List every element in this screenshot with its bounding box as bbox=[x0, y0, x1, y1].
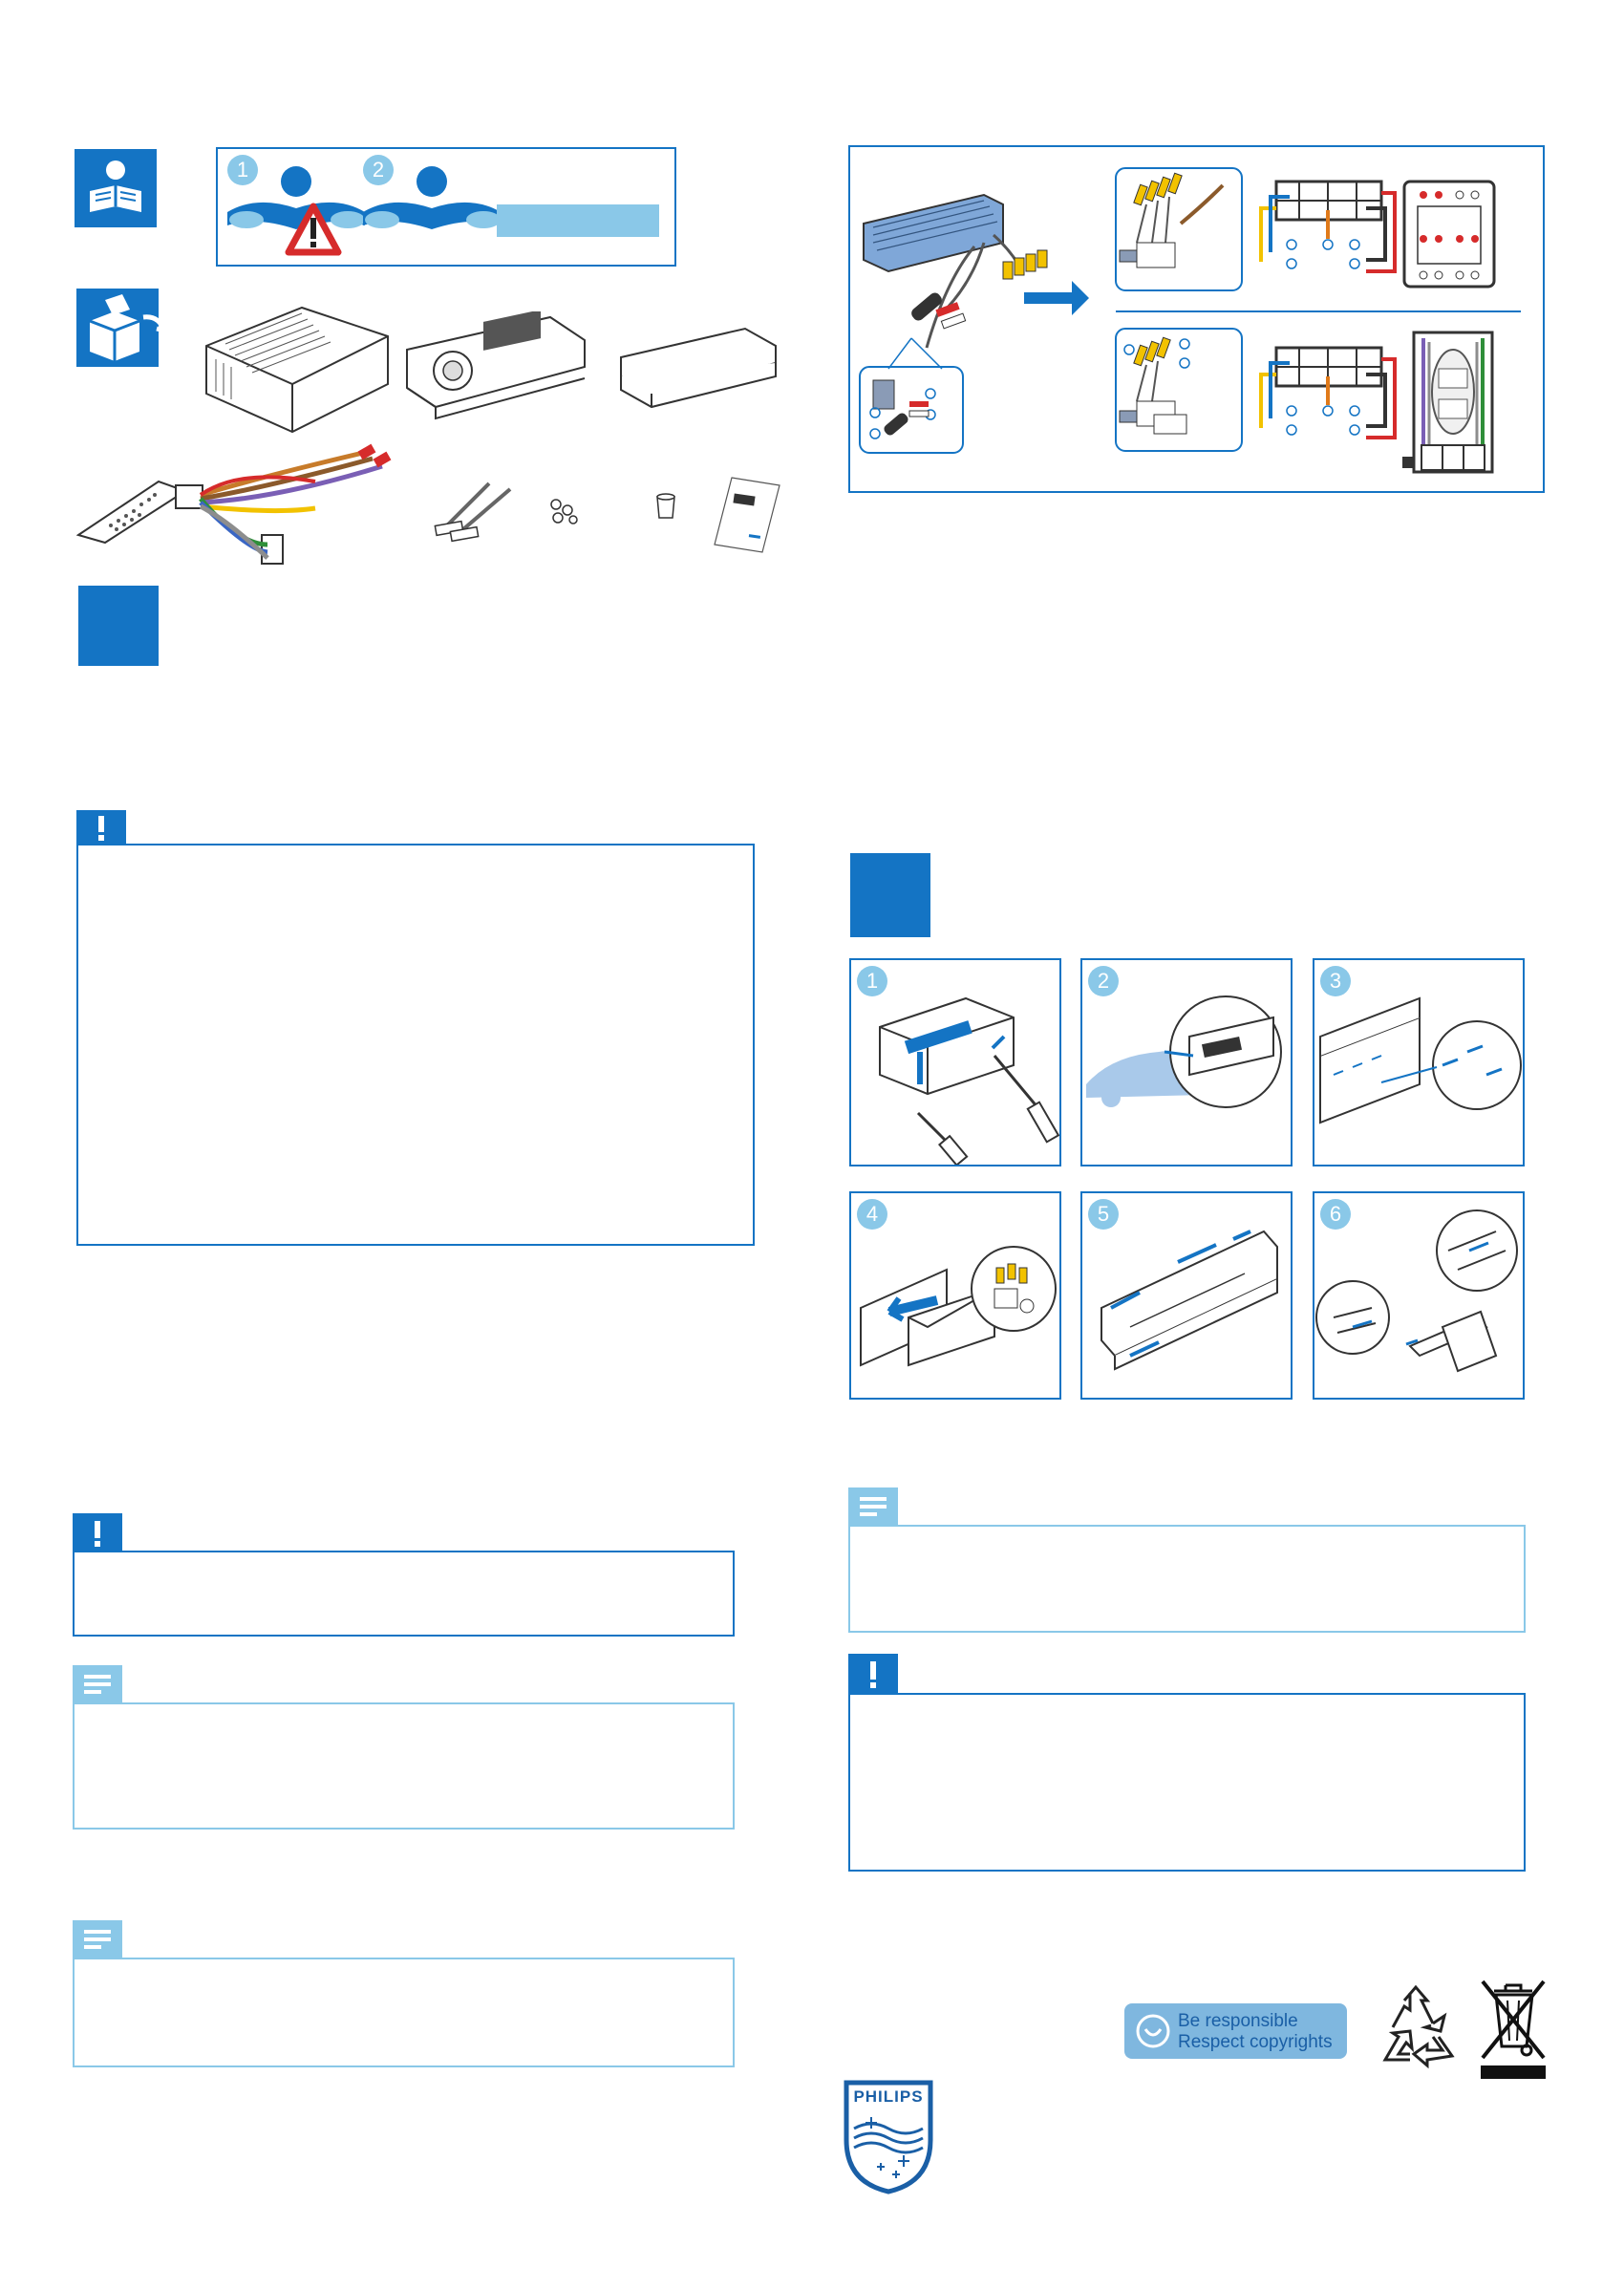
recycle-icon bbox=[1372, 1983, 1460, 2071]
removal-keys-drawing bbox=[432, 468, 527, 545]
respect-copyrights-badge bbox=[1124, 2003, 1347, 2059]
install-step-3-badge: 3 bbox=[1320, 966, 1351, 996]
caution-tab-1 bbox=[76, 810, 126, 845]
note-tab-1 bbox=[73, 1665, 122, 1703]
note-tab-3 bbox=[848, 1487, 898, 1526]
install-step-panel-5 bbox=[1080, 1191, 1293, 1400]
caution-tab-2 bbox=[73, 1513, 122, 1552]
caution-tab-3 bbox=[848, 1654, 898, 1694]
rubber-cushion-drawing bbox=[652, 491, 680, 525]
respect-line-2: Respect copyrights bbox=[1178, 2032, 1333, 2052]
section-marker-connect bbox=[78, 586, 159, 666]
install-step-panel-6 bbox=[1313, 1191, 1525, 1400]
read-step-2-badge: 2 bbox=[363, 155, 394, 185]
install-step-panel-2 bbox=[1080, 958, 1293, 1166]
philips-logo-text: PHILIPS bbox=[853, 2087, 924, 2106]
user-manual-drawing bbox=[713, 474, 781, 556]
caution-box-2 bbox=[73, 1551, 735, 1637]
screws-drawing bbox=[546, 495, 585, 527]
read-manual-icon bbox=[75, 149, 157, 227]
weee-crossed-bin-icon bbox=[1477, 1978, 1549, 2081]
note-box-1 bbox=[73, 1702, 735, 1830]
wiring-harness-drawing bbox=[172, 439, 430, 573]
read-step-1-badge: 1 bbox=[227, 155, 258, 185]
front-panel-case-drawing bbox=[397, 311, 588, 426]
connection-diagram-box bbox=[848, 145, 1545, 493]
box-contents-icon bbox=[76, 289, 159, 367]
note-tab-2 bbox=[73, 1920, 122, 1958]
install-step-4-badge: 4 bbox=[857, 1199, 887, 1230]
read-first-box bbox=[216, 147, 676, 267]
install-step-panel-3 bbox=[1313, 958, 1525, 1166]
note-box-2 bbox=[73, 1958, 735, 2067]
caution-box-1 bbox=[76, 844, 755, 1246]
install-step-panel-1 bbox=[849, 958, 1061, 1166]
note-box-3 bbox=[848, 1525, 1526, 1633]
respect-line-1: Be responsible bbox=[1178, 2011, 1298, 2031]
sleeve-bracket-drawing bbox=[611, 319, 781, 424]
head-unit-chassis-drawing bbox=[197, 298, 397, 441]
install-step-panel-4 bbox=[849, 1191, 1061, 1400]
section-marker-install bbox=[850, 853, 930, 937]
install-step-6-badge: 6 bbox=[1320, 1199, 1351, 1230]
install-step-2-badge: 2 bbox=[1088, 966, 1119, 996]
install-step-1-badge: 1 bbox=[857, 966, 887, 996]
caution-box-3 bbox=[848, 1693, 1526, 1872]
install-step-5-badge: 5 bbox=[1088, 1199, 1119, 1230]
